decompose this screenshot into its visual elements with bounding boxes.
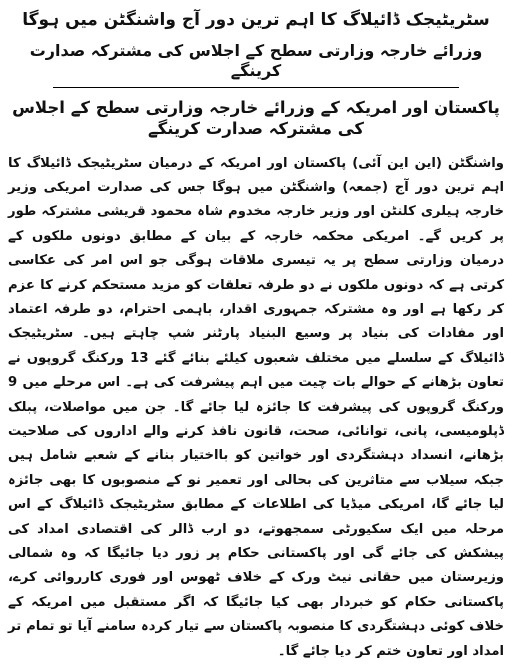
article-headline: سٹریٹیجک ڈائیلاگ کا اہم ترین دور آج واشنگٹن میں ہوگا (8, 10, 504, 31)
article-subheadline: وزرائے خارجہ وزارتی سطح کے اجلاس کی مشترکہ صدارت کرینگے (8, 41, 504, 87)
subheadline-rule (53, 87, 460, 88)
article-third-headline: پاکستان اور امریکہ کے وزرائے خارجہ وزارتی سطح کے اجلاس کی مشترکہ صدارت کرینگے (8, 98, 504, 139)
article-body: واشنگٹن (این این آئی) پاکستان اور امریکہ کے درمیان سٹریٹیجک ڈائیلاگ کا اہم ترین دور آج (جمعہ) واشنگٹن میں ہوگا جس کی صدارت امریکی وزیر خارجہ ہیلری کلنٹن اور وزیر خارجہ مخدوم شاہ محمود قریشی مشترکہ طور پر کریں گے۔ امریکی محکمہ خارجہ کے بیان کے مطابق دونوں ملکوں کے درمیان وزارتی سطح پر یہ تیسری ملاقات ہوگی جو اس امر کی عکاسی کرتی ہے کہ دونوں ملکوں نے دو طرفہ تعلقات کو مزید مستحکم کرنے کا عزم کر رکھا ہے اور وہ مشترکہ جمہوری اقدار، باہمی احترام، دو طرفہ اعتماد اور مفادات کی بنیاد پر وسیع البنیاد پارٹنر شپ چاہتے ہیں۔ سٹریٹیجک ڈائیلاگ کے سلسلے میں مختلف شعبوں کیلئے بنائے گئے 13 ورکنگ گروپوں نے تعاون بڑھانے کے حوالے بات چیت میں اہم پیشرفت کی ہے۔ اس مرحلے میں 9 ورکنگ گروپوں کی پیشرفت کا جائزہ لیا جائے گا۔ جن میں مواصلات، پبلک ڈپلومیسی، پانی، توانائی، صحت، قانون نافذ کرنے والے اداروں کی صلاحیت بڑھانے، انسداد دہشتگردی اور خواتین کو بااختیار بنانے کے شعبے شامل ہیں جبکہ سیلاب سے متاثرین کی بحالی اور تعمیر نو کے منصوبوں کا بھی جائزہ لیا جائے گا، امریکی میڈیا کی اطلاعات کے مطابق سٹریٹیجک ڈائیلاگ کے اس مرحلہ میں ایک سکیورٹی سمجھوتے، دو ارب ڈالر کی اقتصادی امداد کی پیشکش کی جائے گی اور پاکستانی حکام پر زور دیا جائیگا کہ وہ شمالی وزیرستان میں حقانی نیٹ ورک کے خلاف ٹھوس اور فوری کارروائی کرے، پاکستانی حکام کو خبردار بھی کیا جائیگا کہ اگر مستقبل میں امریکہ کے خلاف کوئی دہشتگردی کا منصوبہ پاکستان سے تیار کردہ سامنے آیا تو تمام تر امداد اور تعاون ختم کر دیا جائے گا۔ (8, 152, 504, 664)
